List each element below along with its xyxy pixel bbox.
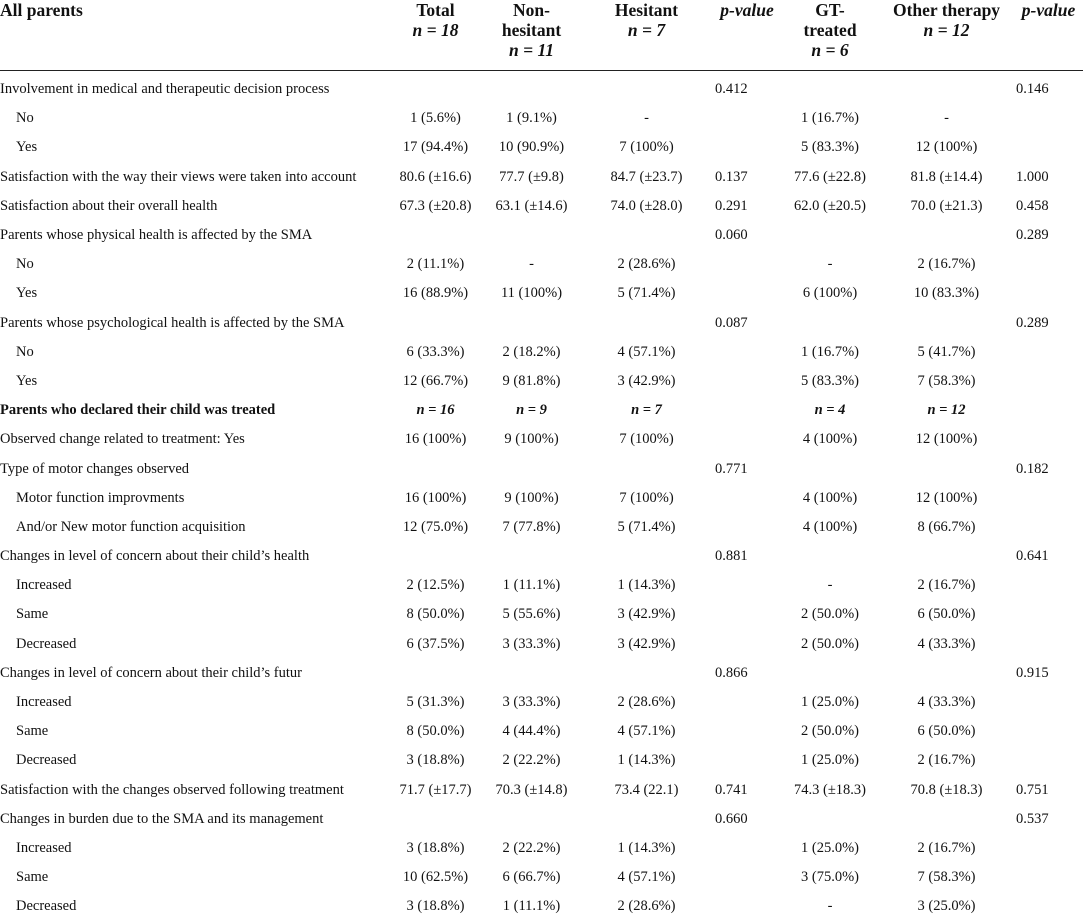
cell-p-value-2: 0.182 [1016,460,1049,477]
cell-p-value-1 [713,338,781,367]
cell-p-value-1 [713,396,781,425]
cell-p-value-2: 0.146 [1016,81,1049,98]
row-label: Changes in level of concern about their child’s futur [0,664,302,681]
table-row [0,338,1083,367]
cell-p-value-1: 0.291 [715,197,748,214]
table-row [0,571,1083,600]
cell-p-value-1: 0.060 [715,227,748,244]
cell-non-hesitant: n = 9 [516,402,547,419]
cell-non-hesitant: 1 (9.1%) [506,110,557,127]
cell-p-value-2: 0.751 [1016,781,1049,798]
cell-p-value-2 [1014,571,1083,600]
table-row [0,863,1083,892]
table-row [0,367,1083,396]
cell-other-therapy: 2 (16.7%) [917,256,976,273]
cell-non-hesitant: 9 (100%) [504,489,559,506]
cell-p-value-2 [1014,746,1083,775]
header-gt-title-1: GT- [815,0,845,20]
cell-total: 3 (18.8%) [406,752,465,769]
cell-non-hesitant: 9 (81.8%) [502,372,561,389]
header-all-parents: All parents [0,0,388,71]
cell-hesitant: 3 (42.9%) [617,372,676,389]
cell-gt-treated: 6 (100%) [802,285,858,302]
table-row [0,892,1083,921]
cell-other-therapy [879,659,1014,688]
cell-hesitant [580,309,713,338]
cell-total [388,542,483,571]
cell-non-hesitant [483,309,580,338]
cell-non-hesitant: - [529,256,534,273]
header-gt-n: n = 6 [811,40,849,60]
row-label: Changes in burden due to the SMA and its management [0,810,324,827]
cell-other-therapy: 7 (58.3%) [917,869,976,886]
row-label: Satisfaction about their overall health [0,197,218,214]
header-gt-treated [781,0,879,71]
row-label: Same [16,723,49,740]
cell-hesitant: 5 (71.4%) [617,285,676,302]
cell-p-value-1 [713,717,781,746]
cell-p-value-2 [1014,279,1083,308]
cell-non-hesitant: 5 (55.6%) [502,606,561,623]
table-row [0,484,1083,513]
cell-p-value-2 [1014,892,1083,921]
row-label: Parents whose physical health is affected by the SMA [0,227,313,244]
cell-total: 8 (50.0%) [406,606,465,623]
cell-other-therapy: 3 (25.0%) [917,898,976,915]
cell-p-value-2: 0.641 [1016,548,1049,565]
table-row [0,717,1083,746]
cell-other-therapy: 8 (66.7%) [917,518,976,535]
cell-total [388,221,483,250]
table-row [0,309,1083,338]
cell-other-therapy: 6 (50.0%) [917,606,976,623]
cell-gt-treated [781,221,879,250]
header-total [388,0,483,71]
table-row [0,163,1083,192]
cell-p-value-1 [713,513,781,542]
cell-hesitant: 1 (14.3%) [617,752,676,769]
cell-p-value-2 [1014,425,1083,454]
cell-total [388,659,483,688]
cell-p-value-2 [1014,133,1083,162]
header-row [0,0,1083,71]
table-row [0,396,1083,425]
cell-hesitant: 4 (57.1%) [617,343,676,360]
cell-non-hesitant: 70.3 (±14.8) [495,781,568,798]
cell-hesitant: 84.7 (±23.7) [610,168,683,185]
cell-p-value-2: 1.000 [1016,168,1049,185]
row-label: Satisfaction with the changes observed following treatment [0,781,344,798]
row-label: Parents who declared their child was treated [0,402,276,419]
cell-p-value-1: 0.660 [715,810,748,827]
table-row [0,542,1083,571]
header-non-hesitant [483,0,580,71]
row-label: Motor function improvments [16,489,185,506]
table-header [0,0,1083,71]
cell-gt-treated: 4 (100%) [802,518,858,535]
cell-non-hesitant [483,542,580,571]
cell-hesitant: 7 (100%) [619,489,674,506]
cell-hesitant [580,805,713,834]
table-row [0,805,1083,834]
cell-total: 3 (18.8%) [406,898,465,915]
cell-hesitant: 1 (14.3%) [617,577,676,594]
cell-p-value-2: 0.289 [1016,314,1049,331]
header-hesitant-n: n = 7 [627,20,666,40]
cell-other-therapy: 12 (100%) [915,431,978,448]
cell-total: 80.6 (±16.6) [399,168,472,185]
cell-gt-treated: 5 (83.3%) [801,372,859,389]
header-other-n: n = 12 [923,20,970,40]
cell-non-hesitant: 6 (66.7%) [502,869,561,886]
row-label: Observed change related to treatment: Yes [0,431,245,448]
cell-total: 16 (88.9%) [402,285,469,302]
cell-hesitant [580,221,713,250]
cell-total: 17 (94.4%) [402,139,469,156]
cell-gt-treated: 1 (25.0%) [801,694,859,711]
cell-other-therapy: 5 (41.7%) [917,343,976,360]
header-p-value-2 [1014,0,1083,71]
cell-hesitant: 5 (71.4%) [617,518,676,535]
cell-p-value-1: 0.087 [715,314,748,331]
cell-gt-treated: 3 (75.0%) [801,869,859,886]
cell-total: n = 16 [416,402,455,419]
cell-gt-treated: 5 (83.3%) [801,139,859,156]
cell-p-value-2: 0.289 [1016,227,1049,244]
cell-gt-treated: 1 (25.0%) [801,839,859,856]
row-label: Yes [16,372,38,389]
header-other-title: Other therapy [892,0,1001,20]
cell-other-therapy: 2 (16.7%) [917,577,976,594]
cell-non-hesitant: 2 (22.2%) [502,839,561,856]
cell-hesitant [580,71,713,105]
row-label: Increased [16,694,72,711]
cell-p-value-2: 0.915 [1016,664,1049,681]
cell-hesitant [580,659,713,688]
row-label: Increased [16,839,72,856]
cell-p-value-1 [713,133,781,162]
cell-non-hesitant: 4 (44.4%) [502,723,561,740]
cell-non-hesitant: 1 (11.1%) [502,577,561,594]
cell-non-hesitant: 2 (22.2%) [502,752,561,769]
cell-gt-treated: 4 (100%) [802,431,858,448]
cell-total [388,71,483,105]
cell-p-value-1 [713,863,781,892]
cell-other-therapy [879,454,1014,483]
cell-p-value-1 [713,571,781,600]
cell-p-value-1: 0.881 [715,548,748,565]
cell-non-hesitant [483,71,580,105]
cell-p-value-1: 0.866 [715,664,748,681]
cell-other-therapy: 12 (100%) [915,139,978,156]
row-label: Yes [16,139,38,156]
row-label: Decreased [16,898,77,915]
cell-non-hesitant [483,659,580,688]
cell-other-therapy [879,309,1014,338]
cell-total: 8 (50.0%) [406,723,465,740]
cell-other-therapy: 70.0 (±21.3) [910,197,983,214]
header-p-value-1-label: p-value [720,0,774,20]
table-row [0,630,1083,659]
cell-p-value-1 [713,746,781,775]
cell-other-therapy [879,542,1014,571]
row-label: No [16,110,34,127]
cell-total: 12 (66.7%) [402,372,469,389]
cell-gt-treated: 2 (50.0%) [801,723,859,740]
cell-gt-treated: 1 (25.0%) [801,752,859,769]
cell-gt-treated: 4 (100%) [802,489,858,506]
table-row [0,746,1083,775]
cell-gt-treated: 2 (50.0%) [801,606,859,623]
cell-hesitant: 4 (57.1%) [617,869,676,886]
cell-p-value-1 [713,484,781,513]
cell-p-value-2 [1014,338,1083,367]
row-label: Same [16,869,49,886]
cell-p-value-1 [713,104,781,133]
cell-other-therapy: 7 (58.3%) [917,372,976,389]
cell-total: 12 (75.0%) [402,518,469,535]
table-row [0,425,1083,454]
cell-other-therapy: 2 (16.7%) [917,839,976,856]
cell-hesitant: 3 (42.9%) [617,635,676,652]
cell-non-hesitant: 10 (90.9%) [498,139,565,156]
cell-non-hesitant [483,221,580,250]
cell-p-value-1 [713,425,781,454]
cell-gt-treated: 62.0 (±20.5) [794,197,866,214]
cell-p-value-1 [713,630,781,659]
cell-other-therapy: 2 (16.7%) [917,752,976,769]
row-label: Increased [16,577,72,594]
cell-total: 2 (12.5%) [406,577,465,594]
cell-p-value-2 [1014,630,1083,659]
cell-other-therapy: 4 (33.3%) [917,635,976,652]
header-other-therapy [879,0,1014,71]
cell-gt-treated [781,805,879,834]
cell-hesitant [580,542,713,571]
cell-p-value-1: 0.412 [715,81,748,98]
cell-non-hesitant [483,454,580,483]
cell-non-hesitant: 11 (100%) [500,285,563,302]
cell-p-value-2 [1014,367,1083,396]
row-label: Decreased [16,752,77,769]
cell-gt-treated: n = 4 [814,402,846,419]
cell-p-value-2 [1014,600,1083,629]
cell-hesitant: 4 (57.1%) [617,723,676,740]
table-row [0,454,1083,483]
header-p-value-1 [713,0,781,71]
cell-p-value-1 [713,834,781,863]
table-row [0,104,1083,133]
table-row [0,192,1083,221]
table-body [0,71,1083,922]
cell-p-value-2 [1014,104,1083,133]
cell-p-value-1 [713,250,781,279]
cell-gt-treated: - [827,898,833,915]
header-non-hesitant-n: n = 11 [509,40,554,60]
cell-total: 10 (62.5%) [402,869,469,886]
cell-gt-treated: 1 (16.7%) [801,343,859,360]
cell-other-therapy [879,805,1014,834]
table-row [0,279,1083,308]
cell-hesitant: 1 (14.3%) [617,839,676,856]
cell-gt-treated: - [827,256,833,273]
cell-p-value-2 [1014,250,1083,279]
row-label: No [16,343,34,360]
cell-non-hesitant: 3 (33.3%) [502,635,561,652]
cell-hesitant: 3 (42.9%) [617,606,676,623]
cell-gt-treated: 1 (16.7%) [801,110,859,127]
table-row [0,71,1083,105]
cell-p-value-1 [713,600,781,629]
cell-p-value-2: 0.537 [1016,810,1049,827]
cell-hesitant: 7 (100%) [619,431,674,448]
cell-other-therapy: - [944,110,949,127]
cell-other-therapy [879,221,1014,250]
table-row [0,513,1083,542]
cell-non-hesitant: 9 (100%) [504,431,559,448]
table-row [0,133,1083,162]
row-label: And/or New motor function acquisition [16,518,246,535]
cell-p-value-1: 0.137 [715,168,748,185]
cell-hesitant: 73.4 (22.1) [614,781,679,798]
cell-non-hesitant: 2 (18.2%) [502,343,561,360]
cell-hesitant: n = 7 [631,402,662,419]
cell-hesitant: 2 (28.6%) [617,898,676,915]
cell-total [388,454,483,483]
cell-non-hesitant [483,805,580,834]
cell-non-hesitant: 77.7 (±9.8) [499,168,564,185]
cell-hesitant: - [644,110,649,127]
table-row [0,688,1083,717]
header-non-hesitant-title-2: hesitant [501,20,562,40]
cell-total: 6 (37.5%) [406,635,465,652]
cell-p-value-1 [713,367,781,396]
cell-other-therapy: 6 (50.0%) [917,723,976,740]
cell-p-value-1 [713,279,781,308]
cell-total: 16 (100%) [404,489,467,506]
row-label: Satisfaction with the way their views were taken into account [0,168,357,185]
cell-total: 71.7 (±17.7) [399,781,472,798]
cell-non-hesitant: 7 (77.8%) [502,518,561,535]
cell-other-therapy: 10 (83.3%) [913,285,980,302]
cell-total [388,309,483,338]
cell-total: 2 (11.1%) [406,256,465,273]
cell-gt-treated: 74.3 (±18.3) [794,781,866,798]
row-label: Parents whose psychological health is affected by the SMA [0,314,345,331]
row-label: No [16,256,34,273]
cell-hesitant: 2 (28.6%) [617,694,676,711]
cell-non-hesitant: 1 (11.1%) [502,898,561,915]
cell-total: 5 (31.3%) [406,694,465,711]
cell-p-value-1 [713,892,781,921]
cell-other-therapy: 70.8 (±18.3) [910,781,983,798]
cell-gt-treated: - [827,577,833,594]
cell-total: 3 (18.8%) [406,839,465,856]
cell-p-value-1 [713,688,781,717]
header-total-n: n = 18 [412,20,459,40]
cell-gt-treated [781,454,879,483]
table-row [0,776,1083,805]
header-non-hesitant-title-1: Non- [513,0,550,20]
cell-other-therapy: 4 (33.3%) [917,694,976,711]
table-row [0,250,1083,279]
table-row [0,659,1083,688]
cell-p-value-2: 0.458 [1016,197,1049,214]
table-row [0,600,1083,629]
row-label: Yes [16,285,38,302]
cell-p-value-2 [1014,484,1083,513]
cell-p-value-2 [1014,396,1083,425]
cell-hesitant: 7 (100%) [619,139,674,156]
row-label: Same [16,606,49,623]
cell-hesitant [580,454,713,483]
cell-hesitant: 2 (28.6%) [617,256,676,273]
cell-total: 6 (33.3%) [406,343,465,360]
header-gt-title-2: treated [803,20,857,40]
header-hesitant [580,0,713,71]
row-label: Type of motor changes observed [0,460,190,477]
table-row [0,834,1083,863]
cell-gt-treated [781,71,879,105]
cell-p-value-2 [1014,863,1083,892]
row-label: Changes in level of concern about their child’s health [0,548,310,565]
cell-total: 1 (5.6%) [410,110,461,127]
cell-total: 16 (100%) [404,431,467,448]
header-p-value-2-label: p-value [1021,0,1076,20]
row-label: Decreased [16,635,77,652]
cell-hesitant: 74.0 (±28.0) [610,197,683,214]
cell-p-value-2 [1014,688,1083,717]
cell-p-value-1: 0.771 [715,460,748,477]
cell-total: 67.3 (±20.8) [399,197,472,214]
cell-other-therapy: 12 (100%) [915,489,978,506]
cell-p-value-1: 0.741 [715,781,748,798]
cell-total [388,805,483,834]
cell-other-therapy [879,71,1014,105]
cell-gt-treated [781,542,879,571]
cell-p-value-2 [1014,717,1083,746]
cell-gt-treated [781,309,879,338]
cell-other-therapy: 81.8 (±14.4) [910,168,983,185]
cell-gt-treated [781,659,879,688]
cell-gt-treated: 77.6 (±22.8) [794,168,866,185]
cell-p-value-2 [1014,513,1083,542]
cell-p-value-2 [1014,834,1083,863]
table-row [0,221,1083,250]
cell-gt-treated: 2 (50.0%) [801,635,859,652]
header-hesitant-title: Hesitant [614,0,679,20]
header-total-title: Total [416,0,455,20]
cell-non-hesitant: 63.1 (±14.6) [495,197,568,214]
row-label: Involvement in medical and therapeutic decision process [0,81,330,98]
cell-other-therapy: n = 12 [927,402,966,419]
cell-non-hesitant: 3 (33.3%) [502,694,561,711]
